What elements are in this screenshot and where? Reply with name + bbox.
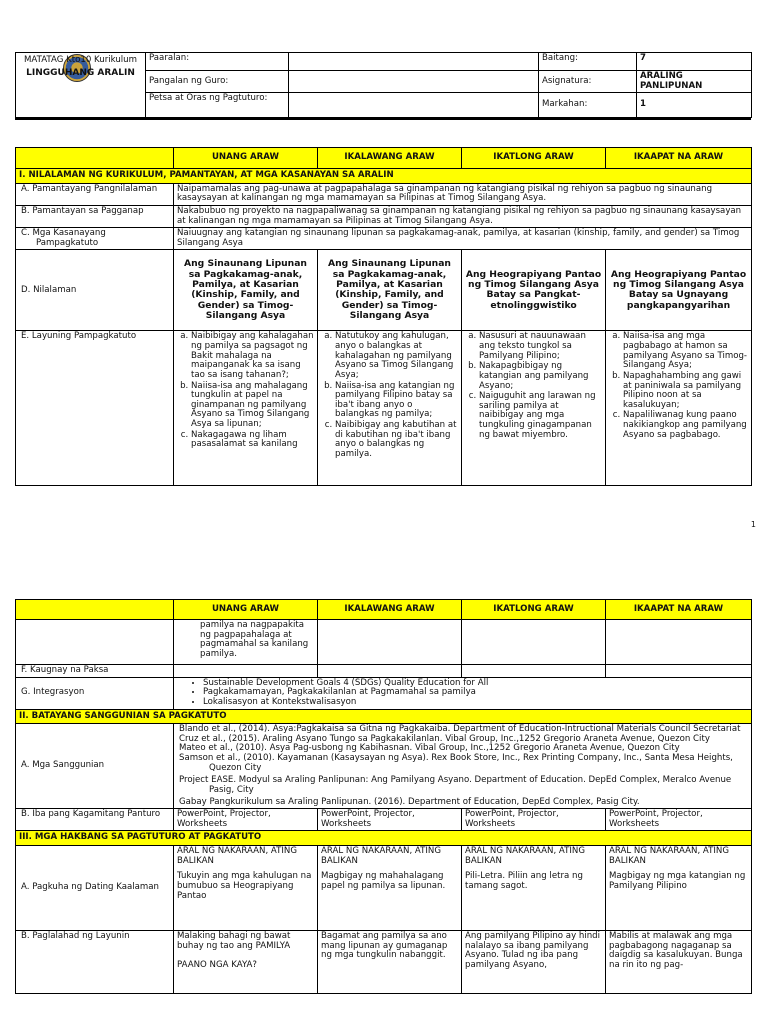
- materials-day-3: PowerPoint, Projector, Worksheets: [462, 809, 606, 831]
- review-heading: ARAL NG NAKARAAN, ATING BALIKAN: [177, 846, 297, 866]
- grade-label: Baitang:: [539, 53, 637, 71]
- prior-knowledge-label: A. Pagkuha ng Dating Kaalaman: [16, 846, 174, 931]
- objectives-day-2: [318, 331, 462, 486]
- date-label: Petsa at Oras ng Pagtuturo:: [146, 93, 289, 118]
- school-label: Paaralan:: [146, 53, 289, 71]
- integration-item: • Sustainable Development Goals 4 (SDGs) Quality Education for All: [203, 679, 748, 689]
- related-topic-label: F. Kaugnay na Paksa: [16, 665, 174, 678]
- objective-item: c. Naibibigay ang kabutihan at di kabutihan ng iba't ibang anyo o balangkas ng pamilya.: [335, 421, 458, 460]
- presentation-day-4: Mabilis at malawak ang mga pagbabagong nagaganap sa daigdig sa kasalukuyan. Bunga na rin ito ng pag-: [606, 931, 752, 994]
- day-4-header: IKAAPAT NA ARAW: [606, 148, 752, 169]
- review-heading: ARAL NG NAKARAAN, ATING BALIKAN: [465, 846, 585, 866]
- materials-day-1: PowerPoint, Projector, Worksheets: [174, 809, 318, 831]
- presentation-day-3: Ang pamilyang Pilipino ay hindi nalalayo sa ibang pamilyang Asyano. Tulad ng iba pang pamilyang Asyano,: [462, 931, 606, 994]
- presentation-day-2: Bagamat ang pamilya sa ano mang lipunan ay gumaganap ng mga tungkulin nabanggit.: [318, 931, 462, 994]
- review-heading: ARAL NG NAKARAAN, ATING BALIKAN: [609, 846, 729, 866]
- materials-day-2: PowerPoint, Projector, Worksheets: [318, 809, 462, 831]
- objectives-label: E. Layuning Pampagkatuto: [16, 331, 174, 486]
- objective-item: b. Naiisa-isa ang katangian ng pamilyang Filipino batay sa iba't ibang anyo o balangkas ng pamilya;: [335, 382, 458, 421]
- integration-list: [174, 677, 752, 709]
- objective-item: a. Natutukoy ang kahulugan, anyo o balangkas at kahalagahan ng pamilyang Asyano sa Timog Silangang Asya;: [335, 332, 458, 380]
- standard-content-label: A. Pamantayang Pangnilalaman: [16, 183, 174, 205]
- objective-item: b. Napaghahambing ang gawi at paniniwala sa pamilyang Pilipino noon at sa kasalukuyan;: [623, 372, 748, 411]
- objective-presentation-label: B. Paglalahad ng Layunin: [16, 931, 174, 994]
- review-text: Tukuyin ang mga kahulugan na bumubuo sa Heograpiyang Pantao: [177, 871, 312, 901]
- teacher-label: Pangalan ng Guro:: [146, 71, 289, 93]
- day-2-header: IKALAWANG ARAW: [318, 148, 462, 169]
- references-label: A. Mga Sanggunian: [16, 724, 174, 809]
- reference-item: Gabay Pangkurikulum sa Araling Panlipunan. (2016). Department of Education, DepEd Complex, Pasig City.: [179, 796, 640, 807]
- objective-item: c. Napaliliwanag kung paano nakikiangkop ang pamilyang Asyano sa pagbabago.: [623, 411, 748, 440]
- objective-item: a. Naibibigay ang kahalagahan ng pamilya sa pagsagot ng Bakit mahalaga na maipanganak ka sa isang tao sa isang tahanan?;: [191, 332, 314, 380]
- lesson-table-page1: [15, 147, 751, 486]
- review-text: Magbigay ng mahahalagang papel ng pamilya sa lipunan.: [321, 871, 446, 891]
- content-day-3: Ang Heograpiyang Pantao ng Timog Silangang Asya Batay sa Pangkat-etnolinggwistiko: [462, 250, 606, 331]
- lesson-header: [15, 52, 751, 120]
- section-1-title: I. NILALAMAN NG KURIKULUM, PAMANTAYAN, AT MGA KASANAYAN SA ARALIN: [16, 169, 752, 184]
- content-day-1: Ang Sinaunang Lipunan sa Pagkakamag-anak, Pamilya, at Kasarian (Kinship, Family, and Gender) sa Timog-Silangang Asya: [174, 250, 318, 331]
- day-2-header: IKALAWANG ARAW: [318, 600, 462, 620]
- objective-item: c. Naiguguhit ang larawan ng sariling pamilya at naibibigay ang mga tungkuling ginagampanan ng bawat miyembro.: [479, 392, 602, 440]
- prior-knowledge-day-4: [606, 846, 752, 931]
- materials-label: B. Iba pang Kagamitang Panturo: [16, 809, 174, 831]
- prior-knowledge-day-3: [462, 846, 606, 931]
- content-label: D. Nilalaman: [16, 250, 174, 331]
- quarter-value: 1: [637, 93, 752, 118]
- day-1-header: UNANG ARAW: [174, 600, 318, 620]
- reference-item: Samson et al., (2010). Kayamanan (Kasaysayan ng Asya). Rex Book Store, Inc., Rex Printing Company, Inc., Santa Mesa Heights, Quezon City: [179, 753, 733, 773]
- review-heading: ARAL NG NAKARAAN, ATING BALIKAN: [321, 846, 441, 866]
- objective-item: b. Naiisa-isa ang mahalagang tungkulin at papel na ginampanan ng pamilyang Asyano sa Timog Silangang Asya sa lipunan;: [191, 382, 314, 430]
- doc-title: LINGGUHANG ARALIN: [26, 67, 135, 78]
- prior-knowledge-day-2: [318, 846, 462, 931]
- objective-item: a. Naiisa-isa ang mga pagbabago at hamon sa pamilyang Asyano sa Timog-Silangang Asya;: [623, 332, 748, 371]
- standard-content-text: Naipamamalas ang pag-unawa at pagpapahalaga sa ginampanan ng katangiang pisikal ng rehiyon sa pagbuo ng sinaunang kasaysayan at kalinangan ng mga mamamayan sa Pilipinas at Timog Silangang Asya.: [174, 183, 752, 205]
- content-day-2: Ang Sinaunang Lipunan sa Pagkakamag-anak, Pamilya, at Kasarian (Kinship, Family, and Gender) sa Timog-Silangang Asya: [318, 250, 462, 331]
- related-topic-value: [174, 665, 318, 678]
- competency-text: Naiuugnay ang katangian ng sinaunang lipunan sa pagkakamag-anak, pamilya, at kasarian (kinship, family, and gender) sa Timog Silangang Asya: [174, 228, 752, 250]
- objectives-day-1: [174, 331, 318, 486]
- subject-value: ARALING PANLIPUNAN: [637, 71, 752, 93]
- lesson-table-page2: [15, 599, 751, 994]
- integration-item: • Pagkakamamayan, Pagkakakilanlan at Pagmamahal sa pamilya: [203, 688, 748, 698]
- standard-performance-text: Nakabubuo ng proyekto na nagpapaliwanag sa ginampanan ng katangiang pisikal ng rehiyon sa pagbuo ng sinaunang kasaysayan at kalinangan ng mga mamamayan sa Pilipinas at Timog Silangang Asya.: [174, 205, 752, 227]
- curriculum-code: MATATAG Kto10 Kurikulum: [24, 55, 137, 65]
- page-number: 1: [750, 520, 756, 529]
- day-header-row: [16, 148, 752, 169]
- review-text: Magbigay ng mga katangian ng Pamilyang Pilipino: [609, 871, 746, 891]
- objective-item: a. Nasusuri at nauunawaan ang teksto tungkol sa Pamilyang Pilipino;: [479, 332, 602, 361]
- teacher-value[interactable]: [289, 71, 539, 93]
- section-3-title: III. MGA HAKBANG SA PAGTUTURO AT PAGKATUTO: [16, 831, 752, 846]
- reference-item: Blando et al., (2014). Asya:Pagkakaisa sa Gitna ng Pagkakaiba. Department of Education-Intructional Materials Council Secretariat: [179, 724, 741, 735]
- competency-label: C. Mga Kasanayang Pampagkatuto: [16, 228, 174, 250]
- reference-item: Project EASE. Modyul sa Araling Panlipunan: Ang Pamilyang Asyano. Department of Education. DepEd Complex, Meralco Avenue Pasig, City: [179, 775, 732, 795]
- presentation-day-1: Malaking bahagi ng bawat buhay ng tao ang PAMILYA PAANO NGA KAYA?: [174, 931, 318, 994]
- standard-performance-label: B. Pamantayan sa Pagganap: [16, 205, 174, 227]
- objectives-day-3: [462, 331, 606, 486]
- subject-label: Asignatura:: [539, 71, 637, 93]
- quarter-label: Markahan:: [539, 93, 637, 118]
- objective-continued: pamilya na nagpapakita ng pagpapahalaga at pagmamahal sa kanilang pamilya.: [174, 620, 318, 665]
- objectives-day-4: [606, 331, 752, 486]
- day-1-header: UNANG ARAW: [174, 148, 318, 169]
- references-list: [174, 724, 752, 809]
- section-2-title: II. BATAYANG SANGGUNIAN SA PAGKATUTO: [16, 709, 752, 724]
- school-value[interactable]: [289, 53, 539, 71]
- reference-item: Cruz et al., (2015). Araling Asyano Tungo sa Pagkakakilanlan. Vibal Group, Inc.,1252 Gregorio Araneta Avenue, Quezon City: [179, 733, 710, 744]
- day-3-header: IKATLONG ARAW: [462, 600, 606, 620]
- objective-item: b. Nakapagbibigay ng katangian ang pamilyang Asyano;: [479, 362, 602, 391]
- prior-knowledge-day-1: [174, 846, 318, 931]
- integration-label: G. Integrasyon: [16, 677, 174, 709]
- reference-item: Mateo et al., (2010). Asya Pag-usbong ng Kabihasnan. Vibal Group, Inc.,1252 Gregorio Araneta Avenue, Quezon City: [179, 743, 680, 754]
- materials-day-4: PowerPoint, Projector, Worksheets: [606, 809, 752, 831]
- content-day-4: Ang Heograpiyang Pantao ng Timog Silangang Asya Batay sa Ugnayang pangkapangyarihan: [606, 250, 752, 331]
- review-text: Pili-Letra. Piliin ang letra ng tamang sagot.: [465, 871, 583, 891]
- grade-value: 7: [637, 53, 752, 71]
- objective-item: c. Nakagagawa ng liham pasasalamat sa kanilang: [191, 431, 314, 450]
- day-3-header: IKATLONG ARAW: [462, 148, 606, 169]
- day-4-header: IKAAPAT NA ARAW: [606, 600, 752, 620]
- date-value[interactable]: [289, 93, 539, 118]
- integration-item: • Lokalisasyon at Kontekstwalisasyon: [203, 698, 748, 708]
